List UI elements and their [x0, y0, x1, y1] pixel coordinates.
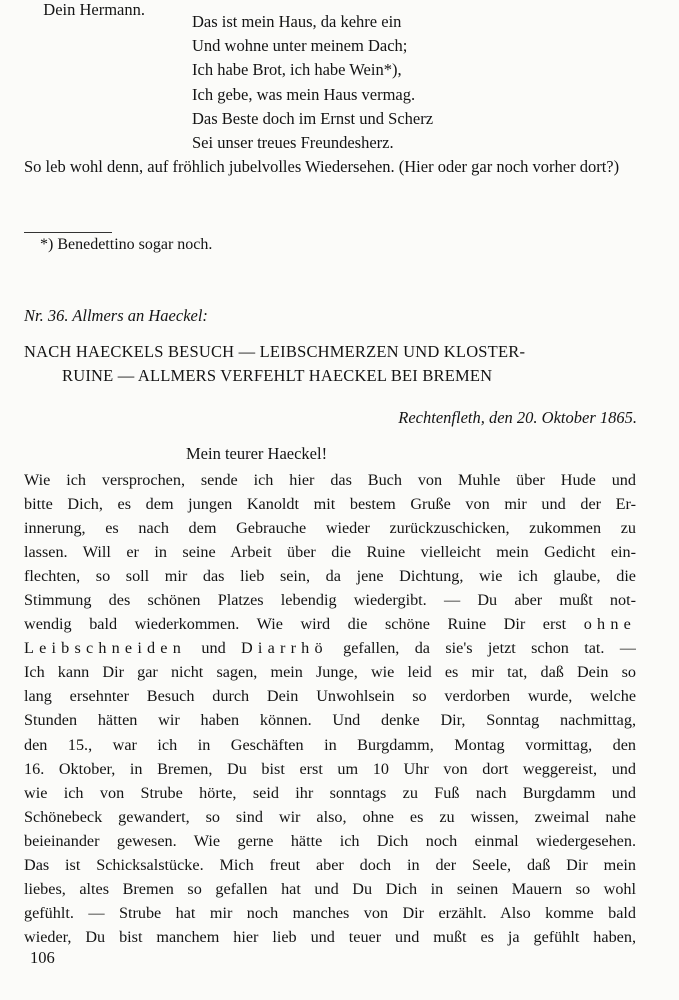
emphasized-word: ohne [583, 615, 636, 634]
body-line: innerung, es nach dem Gebrauche wieder zurückzuschicken, zukommen zu [24, 519, 636, 538]
body-line: wieder, Du bist manchem hier lieb und teuer und mußt es ja gefühlt haben, [24, 927, 636, 946]
body-line: gefühlt. — Strube hat mir noch manches von Dir erzählt. Also komme bald [24, 903, 636, 922]
body-line: den 15., war ich in Geschäften in Burgdamm, Montag vormittag, den [24, 735, 636, 754]
body-line: bitte Dich, es dem jungen Kanoldt mit bestem Gruße von mir und der Er- [24, 495, 636, 514]
body-line [24, 612, 636, 636]
body-line: Schönebeck gewandert, so sind wir also, ohne es zu wissen, zweimal nahe [24, 807, 636, 826]
body-line: beieinander gewesen. Wie gerne hätte ich Dich noch einmal wiedergesehen. [24, 831, 636, 850]
letter-body [24, 468, 636, 949]
body-line: Stunden hätten wir haben können. Und denke Dir, Sonntag nachmittag, [24, 711, 636, 730]
poem-line: Und wohne unter meinem Dach; [192, 36, 408, 56]
body-line: lang ersehnter Besuch durch Dein Unwohlsein so verdorben wurde, welche [24, 687, 636, 706]
salutation: Mein teurer Haeckel! [186, 444, 328, 463]
place-date: Rechtenfleth, den 20. Oktober 1865. [398, 408, 637, 427]
poem-line: Das Beste doch im Ernst und Scherz [192, 108, 434, 128]
footnote: *) Benedettino sogar noch. [40, 236, 213, 253]
body-line: 16. Oktober, in Bremen, Du bist erst um 10 Uhr von dort weggereist, und [24, 759, 636, 778]
body-text-span: und [201, 639, 226, 658]
body-line: Wie ich versprochen, sende ich hier das Buch von Muhle über Hude und [24, 471, 636, 489]
body-line: Stimmung des schönen Platzes lebendig wiedergibt. — Du aber mußt not- [24, 591, 636, 610]
heading-line: RUINE — ALLMERS VERFEHLT HAECKEL BEI BREMEN [62, 366, 493, 385]
signature: Dein Hermann. [43, 0, 145, 19]
letter-heading [24, 340, 636, 388]
body-text-span: gefallen, da sie's jetzt schon tat. — [343, 639, 636, 658]
body-line [24, 636, 636, 660]
body-line: lassen. Will er in seine Arbeit über die Ruine vielleicht mein Gedicht ein- [24, 543, 636, 562]
body-text-span: wendig bald wiederkommen. Wie wird die schöne Ruine Dir erst [24, 615, 567, 634]
letter-number: Nr. 36. Allmers an Haeckel: [24, 306, 208, 325]
poem-line: Das ist mein Haus, da kehre ein [192, 12, 402, 31]
emphasized-word: Diarrhö [241, 639, 328, 658]
poem-line: Sei unser treues Freundesherz. [192, 133, 394, 153]
heading-line: NACH HAECKELS BESUCH — LEIBSCHMERZEN UND KLOSTER- [24, 342, 526, 361]
body-line: flechten, so soll mir das lieb sein, da jene Dichtung, wie ich glaube, die [24, 567, 636, 586]
poem-line: Ich habe Brot, ich habe Wein*), [192, 60, 402, 80]
page-number: 106 [30, 948, 55, 967]
body-line: Das ist Schicksalstücke. Mich freut aber doch in der Seele, daß Dir mein [24, 855, 636, 874]
body-line: liebes, altes Bremen so gefallen hat und Du Dich in seinen Mauern so wohl [24, 879, 636, 898]
poem-line: Ich gebe, was mein Haus vermag. [192, 84, 416, 104]
poem-stanza [192, 10, 433, 155]
body-line: Ich kann Dir gar nicht sagen, mein Junge, wie leid es mir tat, daß Dein so [24, 663, 636, 682]
body-line: wie ich von Strube hörte, seid ihr sonntags zu Fuß nach Burgdamm und [24, 783, 636, 802]
footnote-rule [24, 232, 112, 233]
farewell-paragraph: So leb wohl denn, auf fröhlich jubelvolles Wiedersehen. (Hier oder gar noch vorher dort?) [24, 157, 620, 176]
emphasized-word: Leibschneiden [24, 639, 186, 658]
